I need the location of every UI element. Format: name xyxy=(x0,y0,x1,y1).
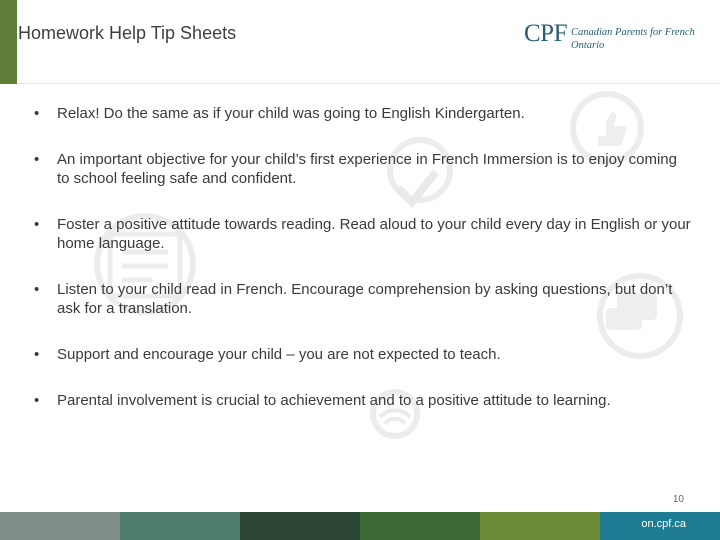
footer-url-link[interactable]: on.cpf.ca xyxy=(641,518,686,530)
bullet-symbol: • xyxy=(34,392,40,409)
list-item-text: Relax! Do the same as if your child was going to English Kindergarten. xyxy=(57,105,525,122)
bullet-symbol: • xyxy=(34,281,40,298)
logo-org-line1: Canadian Parents for French xyxy=(571,27,695,38)
list-item-text: Foster a positive attitude towards reading. Read aloud to your child every day in English or your home language. xyxy=(57,216,691,252)
bullet-symbol: • xyxy=(34,105,40,122)
logo-org-line2: Ontario xyxy=(571,40,605,51)
footer-segment xyxy=(120,512,240,540)
list-item xyxy=(32,104,692,123)
left-accent-bar xyxy=(0,0,17,84)
cpf-logo xyxy=(524,22,694,62)
footer-segment xyxy=(480,512,600,540)
list-item-text: An important objective for your child’s first experience in French Immersion is to enjoy coming to school feeling safe and confident. xyxy=(57,151,677,187)
tip-list xyxy=(32,104,692,437)
logo-mark: CPF xyxy=(524,20,567,47)
list-item xyxy=(32,150,692,188)
logo-org-name xyxy=(571,26,695,52)
footer-segment xyxy=(0,512,120,540)
footer-segment xyxy=(240,512,360,540)
footer-segment xyxy=(360,512,480,540)
list-item xyxy=(32,345,692,364)
bullet-symbol: • xyxy=(34,346,40,363)
list-item-text: Listen to your child read in French. Encourage comprehension by asking questions, but don’t ask for a translation. xyxy=(57,281,673,317)
page-number: 10 xyxy=(672,494,684,505)
footer-bar xyxy=(0,512,720,540)
list-item-text: Support and encourage your child – you are not expected to teach. xyxy=(57,346,501,363)
list-item xyxy=(32,391,692,410)
list-item-text: Parental involvement is crucial to achievement and to a positive attitude to learning. xyxy=(57,392,611,409)
bullet-symbol: • xyxy=(34,216,40,233)
bullet-symbol: • xyxy=(34,151,40,168)
list-item xyxy=(32,280,692,318)
page-title: Homework Help Tip Sheets xyxy=(18,23,237,43)
list-item xyxy=(32,215,692,253)
